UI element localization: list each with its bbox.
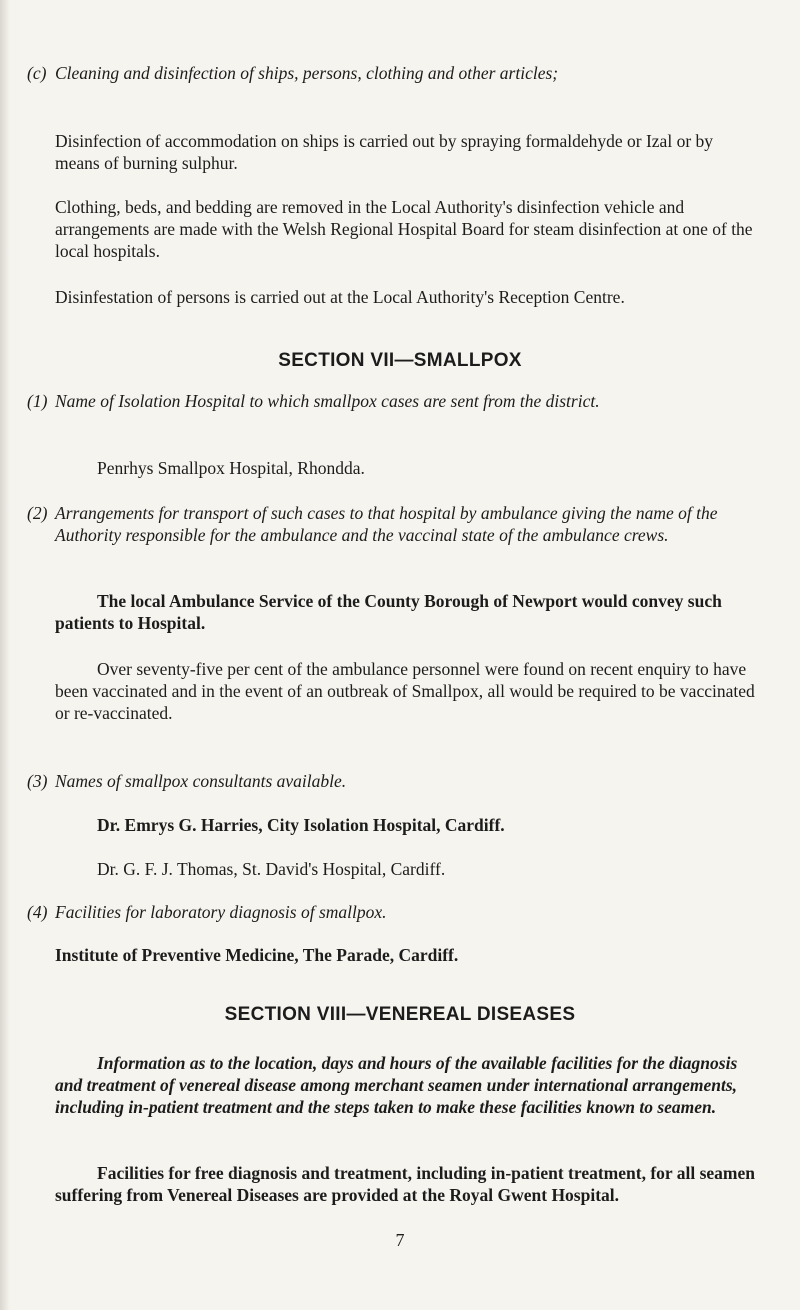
page-number: 7 [395, 1230, 405, 1250]
a4-text: Institute of Preventive Medicine, The Parade, Cardiff. [55, 945, 459, 965]
q2-text: Arrangements for transport of such cases to that hospital by ambulance giving the name of the Authority responsible for the ambulance and the vaccinal state of the ambulance crews. [55, 503, 718, 545]
q3-label: (3) [27, 771, 48, 791]
disinfection-paragraph: Disinfection of accommodation on ships is carried out by spraying formaldehyde or Izal or by means of burning sulphur. [55, 131, 714, 173]
q4-label: (4) [27, 902, 48, 922]
item-c-title: Cleaning and disinfection of ships, persons, clothing and other articles; [55, 63, 559, 83]
section-vii-heading: SECTION VII—SMALLPOX [278, 350, 522, 371]
a2-paragraph-2: Over seventy-five per cent of the ambulance personnel were found on recent enquiry to have been vaccinated and in the event of an outbreak of Smallpox, all would be required to be vaccinated or re-vaccinated. [55, 659, 755, 723]
item-c-label: (c) [27, 63, 47, 83]
section-viii-answer: Facilities for free diagnosis and treatment, including in-patient treatment, for all seamen suffering from Venereal Diseases are provided at the Royal Gwent Hospital. [55, 1163, 755, 1205]
a1-text: Penrhys Smallpox Hospital, Rhondda. [97, 458, 365, 478]
consultant-2: Dr. G. F. J. Thomas, St. David's Hospital, Cardiff. [97, 859, 446, 879]
consultant-1: Dr. Emrys G. Harries, City Isolation Hospital, Cardiff. [97, 815, 505, 835]
q2-label: (2) [27, 503, 48, 523]
q1-label: (1) [27, 391, 48, 411]
section-viii-heading: SECTION VIII—VENEREAL DISEASES [224, 1004, 576, 1025]
a2-paragraph-1: The local Ambulance Service of the County Borough of Newport would convey such patients to Hospital. [55, 591, 722, 633]
q4-text: Facilities for laboratory diagnosis of smallpox. [55, 902, 387, 922]
clothing-paragraph: Clothing, beds, and bedding are removed in the Local Authority's disinfection vehicle and arrangements are made with the Welsh Regional Hospital Board for steam disinfection at one of the local hospitals. [55, 197, 753, 261]
section-viii-question: Information as to the location, days and hours of the available facilities for the diagnosis and treatment of venereal disease among merchant seamen under international arrangements, including in-patient treatment and the steps taken to make these facilities known to seamen. [55, 1053, 738, 1117]
disinfestation-paragraph: Disinfestation of persons is carried out at the Local Authority's Reception Centre. [55, 287, 625, 307]
q1-text: Name of Isolation Hospital to which smallpox cases are sent from the district. [55, 391, 600, 411]
q3-text: Names of smallpox consultants available. [55, 771, 347, 791]
